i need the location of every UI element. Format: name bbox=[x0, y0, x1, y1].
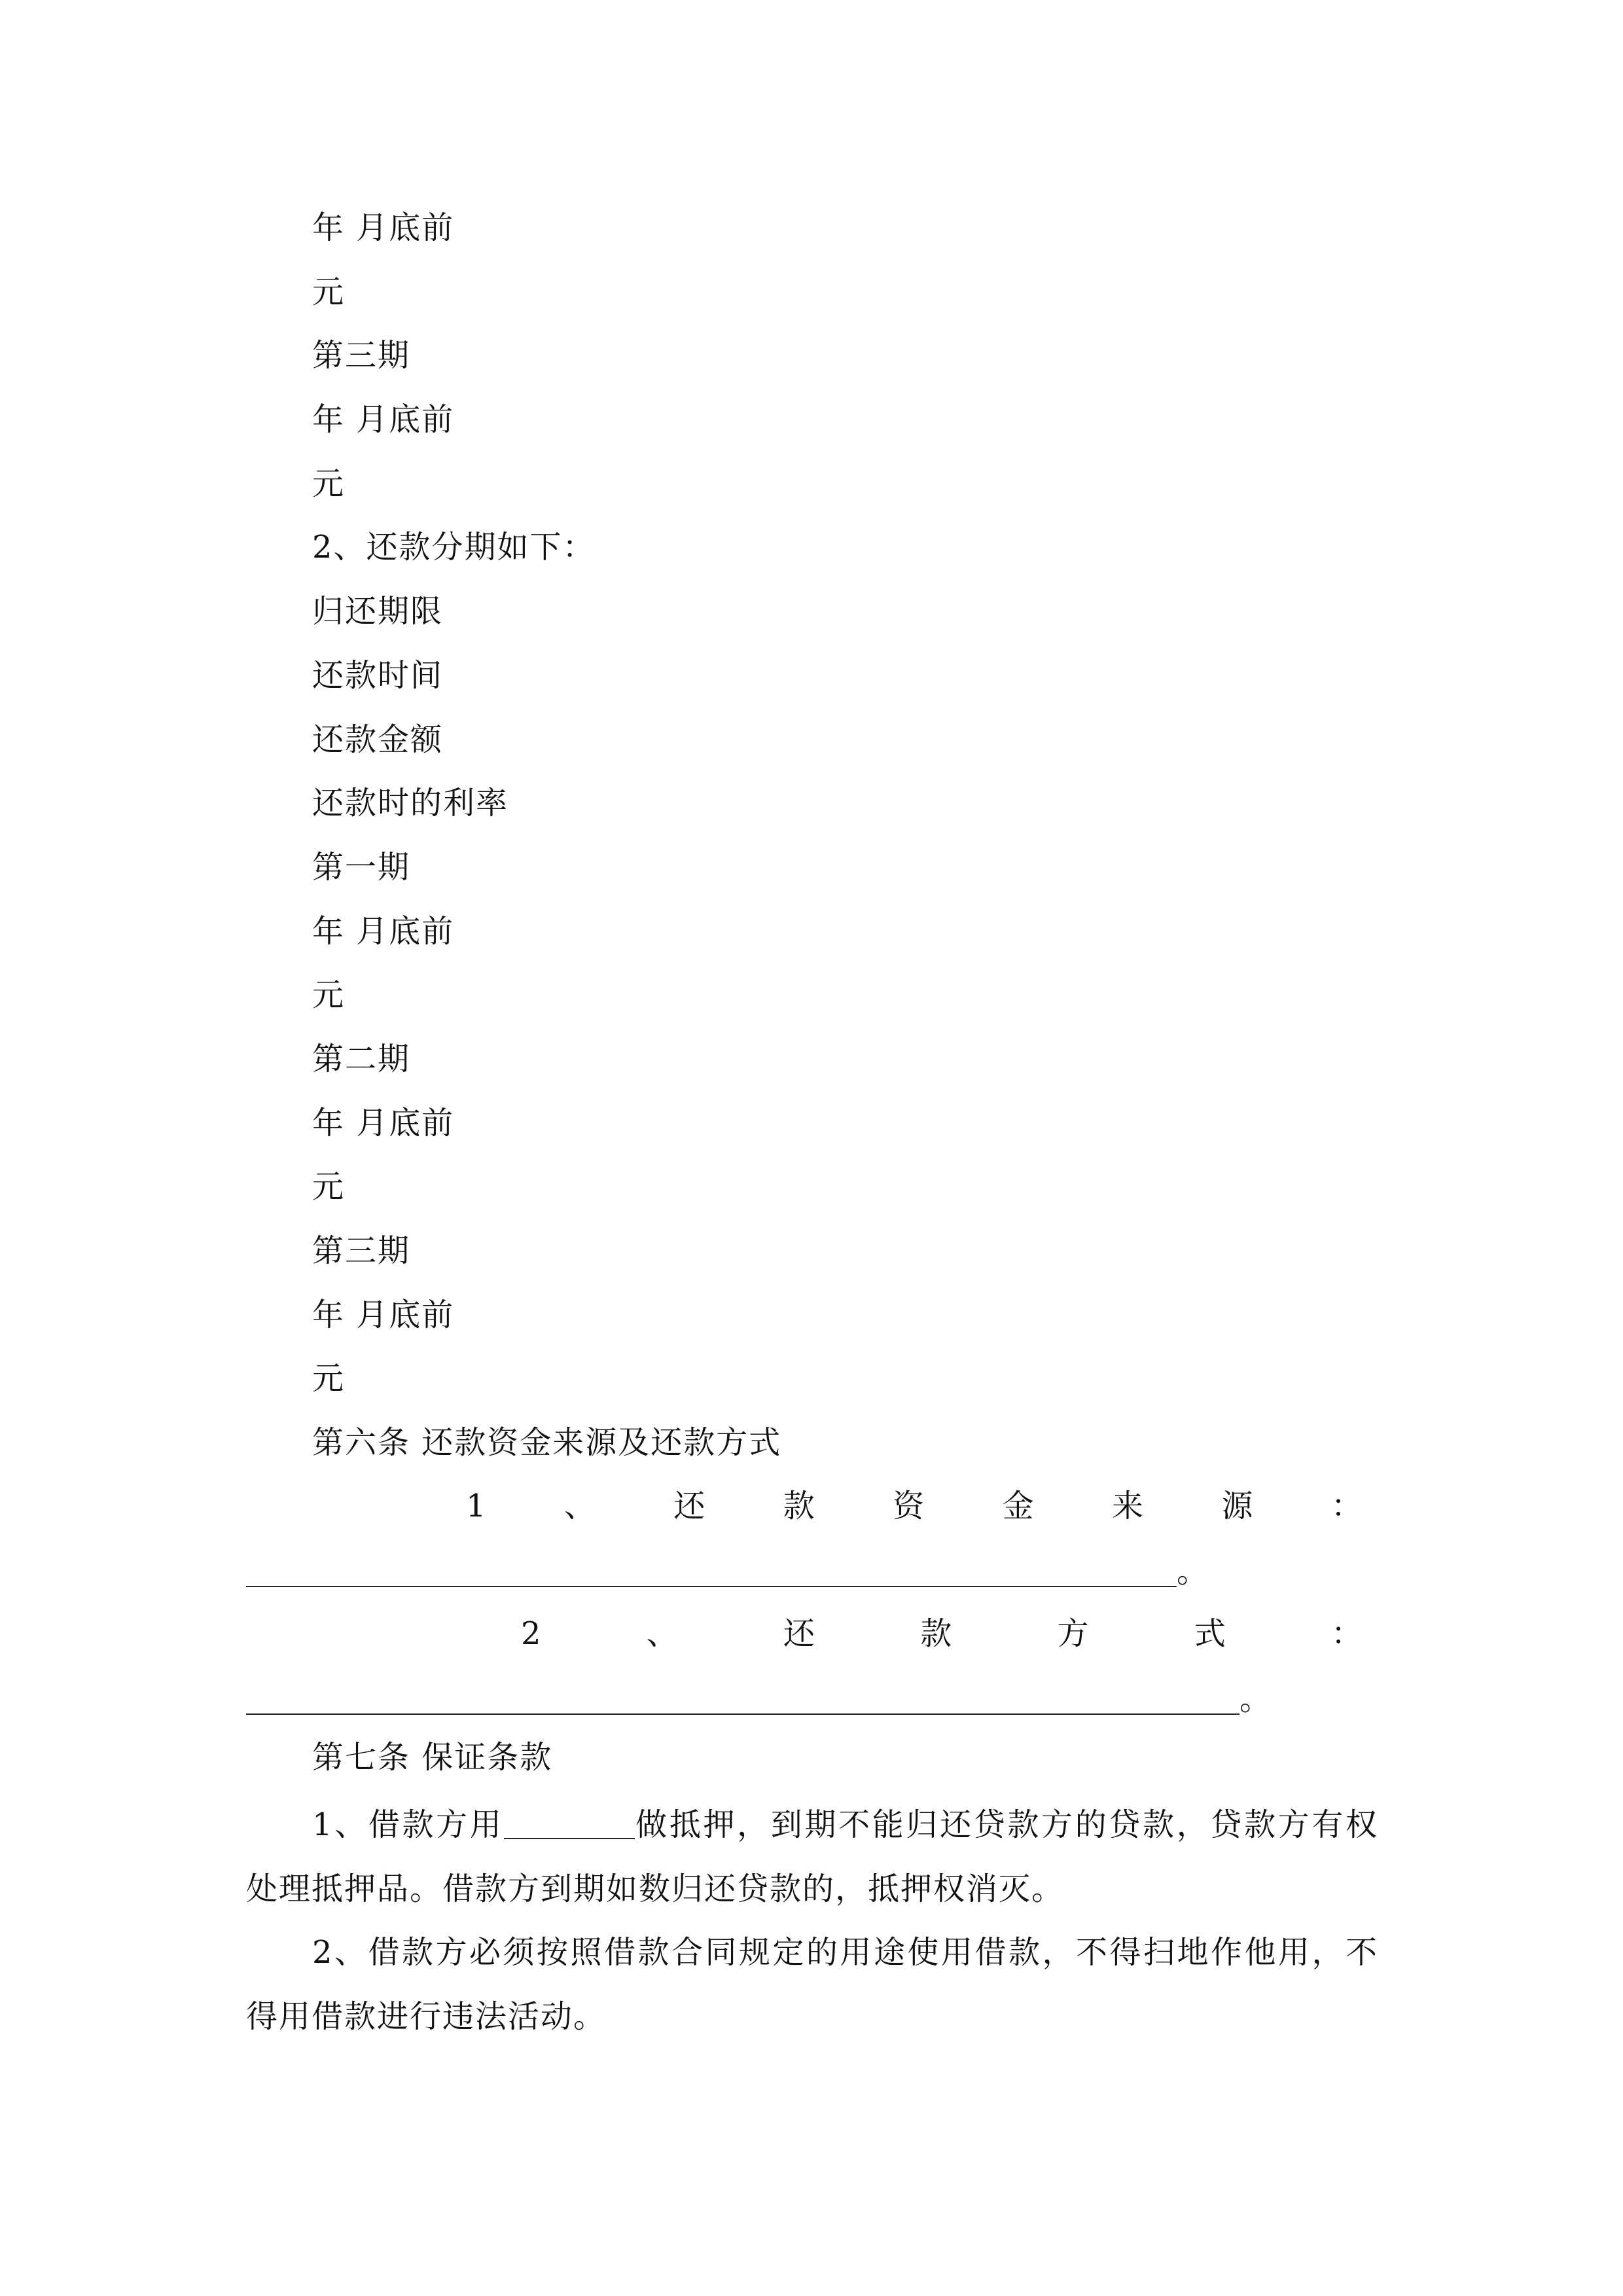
collateral-blank bbox=[504, 1809, 635, 1839]
spread-char: 款 bbox=[920, 1615, 952, 1652]
repayment-source-blank bbox=[246, 1552, 1208, 1591]
period: 。 bbox=[1240, 1681, 1272, 1717]
spread-char: 、 bbox=[646, 1615, 678, 1652]
text-line: 还款时间 bbox=[312, 657, 444, 694]
repayment-method-blank bbox=[246, 1679, 1271, 1719]
text-line: 第三期 bbox=[312, 337, 411, 374]
para-text: 1、借款方用 bbox=[312, 1806, 504, 1843]
spread-char: 方 bbox=[1057, 1615, 1089, 1652]
text-line: 元 bbox=[312, 274, 346, 310]
text-line: 第三期 bbox=[312, 1232, 411, 1269]
spread-char: 1 bbox=[466, 1488, 486, 1524]
spread-char: 来 bbox=[1112, 1488, 1144, 1524]
spread-char: 源 bbox=[1221, 1488, 1253, 1524]
text-line: 还款时的利率 bbox=[312, 785, 509, 821]
text-line: 第一期 bbox=[312, 849, 411, 886]
spread-char: 款 bbox=[783, 1488, 815, 1524]
spread-char: 资 bbox=[893, 1488, 925, 1524]
text-line: 元 bbox=[312, 977, 346, 1013]
text-line: 元 bbox=[312, 465, 346, 502]
spread-char: 还 bbox=[783, 1615, 815, 1652]
spread-char: 还 bbox=[673, 1488, 705, 1524]
text-line: 年 月底前 bbox=[312, 1297, 455, 1333]
repayment-source-label bbox=[466, 1486, 1363, 1526]
repayment-method-label bbox=[521, 1614, 1363, 1653]
spread-char: 2 bbox=[521, 1615, 541, 1652]
period: 。 bbox=[1177, 1553, 1209, 1590]
spread-char: ： bbox=[1330, 1488, 1363, 1524]
text-line: 归还期限 bbox=[312, 593, 444, 630]
text-line: 年 月底前 bbox=[312, 913, 455, 950]
blank-rule bbox=[246, 1685, 1240, 1715]
text-line: 第二期 bbox=[312, 1041, 411, 1077]
spread-char: 、 bbox=[563, 1488, 596, 1524]
spread-char: 式 bbox=[1194, 1615, 1226, 1652]
spread-char: ： bbox=[1330, 1615, 1363, 1652]
article-7-paragraph-1 bbox=[246, 1793, 1378, 1921]
text-line: 还款金额 bbox=[312, 721, 444, 758]
blank-rule bbox=[246, 1557, 1177, 1587]
text-line: 元 bbox=[312, 1168, 346, 1205]
article-7-title: 第七条 保证条款 bbox=[312, 1739, 553, 1776]
text-line: 2、还款分期如下： bbox=[312, 529, 596, 565]
article-7-paragraph-2: 2、借款方必须按照借款合同规定的用途使用借款，不得扫地作他用，不得用借款进行违法活动。 bbox=[246, 1934, 1378, 2035]
text-line: 年 月底前 bbox=[312, 1105, 455, 1141]
text-line: 年 月底前 bbox=[312, 401, 455, 438]
text-line: 元 bbox=[312, 1360, 346, 1397]
para-text: 做抵押，到期不能归还贷款方的贷款，贷款方有权处理抵押品。借款方到期如数归还贷款的，抵押权消灭。 bbox=[246, 1806, 1378, 1907]
spread-char: 金 bbox=[1002, 1488, 1034, 1524]
article-6-title: 第六条 还款资金来源及还款方式 bbox=[312, 1424, 782, 1461]
text-line: 年 月底前 bbox=[312, 209, 455, 246]
